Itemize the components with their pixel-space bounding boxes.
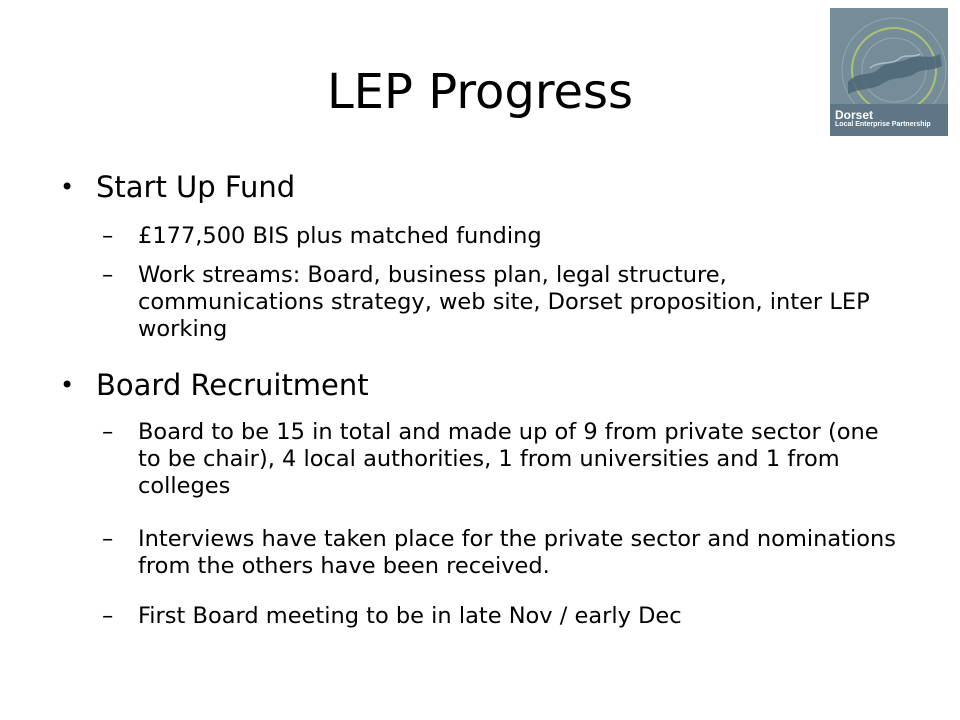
bullet-board-recruitment bbox=[60, 367, 369, 403]
bullet-dot-icon: • bbox=[60, 173, 75, 201]
dash-icon: – bbox=[102, 223, 114, 249]
sub-bullet-first-meeting bbox=[102, 603, 898, 630]
sub-bullet-text: First Board meeting to be in late Nov / early Dec bbox=[138, 603, 682, 629]
dash-icon: – bbox=[102, 526, 114, 552]
slide-title: LEP Progress bbox=[326, 64, 634, 120]
sub-bullet-text: Board to be 15 in total and made up of 9 from private sector (one to be chair), 4 local authorities, 1 from universities and 1 from colleges bbox=[138, 419, 879, 499]
sub-bullet-work-streams bbox=[102, 262, 898, 343]
sub-bullet-funding bbox=[102, 223, 898, 250]
sub-bullet-interviews bbox=[102, 526, 898, 580]
logo-title: Dorset bbox=[835, 108, 874, 122]
bullet-text: Board Recruitment bbox=[96, 368, 369, 402]
sub-bullet-text: £177,500 BIS plus matched funding bbox=[138, 223, 542, 249]
logo-subtitle: Local Enterprise Partnership bbox=[835, 121, 931, 128]
bullet-dot-icon: • bbox=[60, 371, 75, 399]
sub-bullet-board-composition bbox=[102, 419, 898, 500]
dash-icon: – bbox=[102, 603, 114, 629]
bullet-start-up-fund bbox=[60, 169, 296, 205]
bullet-text: Start Up Fund bbox=[96, 170, 296, 204]
sub-bullet-text: Interviews have taken place for the private sector and nominations from the others have been received. bbox=[138, 526, 896, 579]
sub-bullet-text: Work streams: Board, business plan, legal structure, communications strategy, web site, Dorset proposition, inter LEP working bbox=[138, 262, 870, 342]
dash-icon: – bbox=[102, 419, 114, 445]
dash-icon: – bbox=[102, 262, 114, 288]
